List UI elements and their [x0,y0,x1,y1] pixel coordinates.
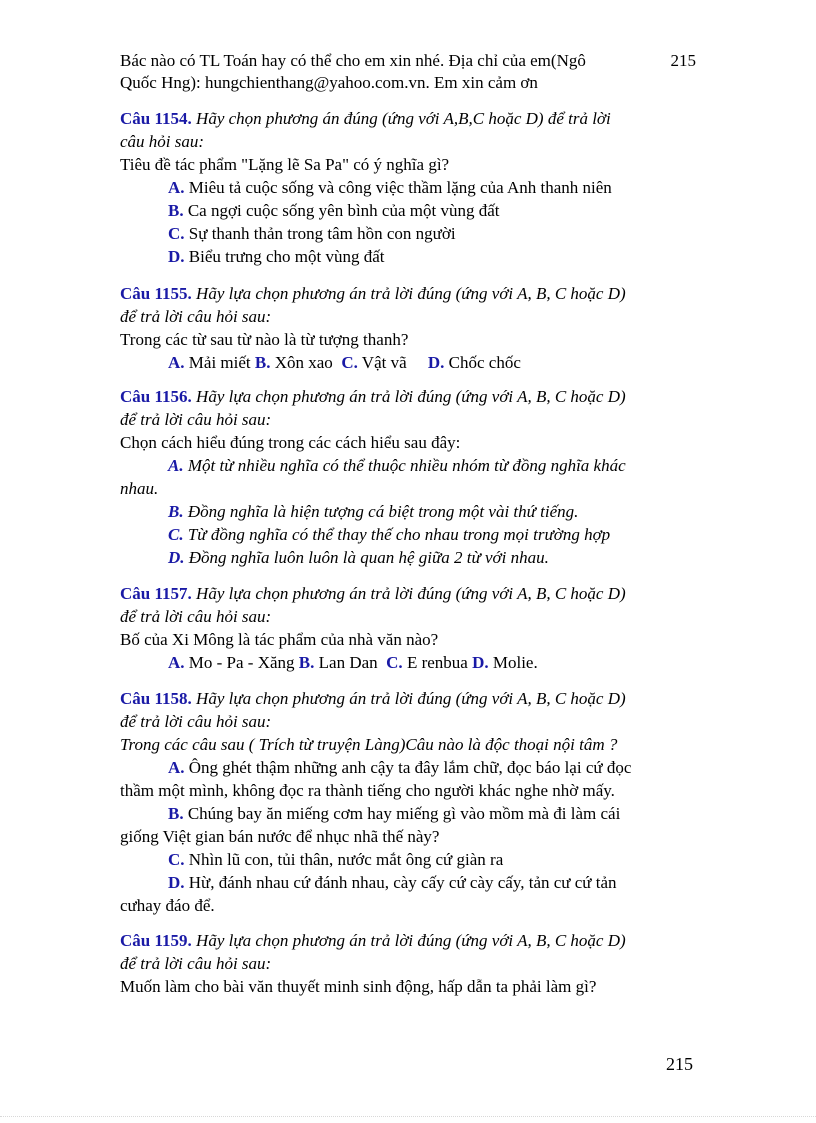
option-letter: C. [386,653,403,672]
options-inline [120,651,690,674]
page-bottom-divider [0,1116,816,1118]
option-a [120,454,690,477]
option-letter: D. [472,653,489,672]
option-text: Đồng nghĩa luôn luôn là quan hệ giữa 2 từ với nhau. [184,548,549,567]
option-text: Chúng bay ăn miếng cơm hay miếng gì vào mồm mà đi làm cái [183,804,621,823]
header-line-1: Bác nào có TL Toán hay có thể cho em xin nhé. Địa chỉ của em(Ngô [120,51,586,70]
option-letter: D. [427,353,445,372]
question-stem: Bố của Xi Mông là tác phẩm của nhà văn nào? [120,630,439,649]
page-header [120,50,700,94]
option-letter: A. [168,758,185,777]
question-instruction-cont: để trả lời câu hỏi sau: [120,607,272,626]
option-d [120,245,690,268]
option-letter: A. [168,653,185,672]
question-instruction-cont: để trả lời câu hỏi sau: [120,410,272,429]
footer-page-number: 215 [666,1054,693,1074]
option-a-cont: thầm một mình, không đọc ra thành tiếng cho người khác nghe nhờ mấy. [120,781,615,800]
option-letter: A. [168,178,185,197]
question-stem: Trong các câu sau ( Trích từ truyện Làng)Câu nào là độc thoại nội tâm ? [120,735,618,754]
question-instruction: Hãy lựa chọn phương án trả lời đúng (ứng với A, B, C hoặc D) [191,387,626,406]
option-c [120,523,690,546]
option-text: Nhìn lũ con, tủi thân, nước mắt ông cứ giàn ra [184,850,504,869]
option-b [120,199,690,222]
option-text: Sự thanh thản trong tâm hồn con người [184,224,456,243]
question-instruction: Hãy lựa chọn phương án trả lời đúng (ứng với A, B, C hoặc D) [191,931,626,950]
option-text: Molie. [488,653,538,672]
option-a-cont: nhau. [120,479,159,498]
question-instruction: Hãy lựa chọn phương án trả lời đúng (ứng với A, B, C hoặc D) [191,284,626,303]
option-text: Hừ, đánh nhau cứ đánh nhau, cày cấy cứ cày cấy, tản cư cứ tản [184,873,617,892]
option-letter: B. [254,353,271,372]
option-text: Mải miết [184,353,255,372]
question-1156 [120,385,690,569]
option-a [120,176,690,199]
question-instruction-cont: để trả lời câu hỏi sau: [120,954,272,973]
option-b [120,802,690,825]
option-text: Đồng nghĩa là hiện tượng cá biệt trong một vài thứ tiếng. [183,502,579,521]
question-instruction-cont: để trả lời câu hỏi sau: [120,712,272,731]
option-letter: C. [168,224,185,243]
question-1154 [120,107,690,268]
option-text: Ông ghét thậm những anh cậy ta đây lắm chữ, đọc báo lại cứ đọc [184,758,632,777]
option-b-cont: giống Việt gian bán nước để nhục nhã thế này? [120,827,440,846]
option-text: Miêu tả cuộc sống và công việc thầm lặng của Anh thanh niên [184,178,612,197]
question-number: Câu 1156. [120,387,192,406]
option-c [120,848,690,871]
option-text: E renbua [402,653,473,672]
question-instruction: Hãy chọn phương án đúng (ứng với A,B,C hoặc D) để trả lời [191,109,611,128]
option-letter: B. [298,653,315,672]
option-text: Xôn xao [270,353,342,372]
question-stem: Chọn cách hiểu đúng trong các cách hiểu sau đây: [120,433,461,452]
option-letter: A. [168,456,184,475]
option-text: Chốc chốc [444,353,521,372]
options-inline [120,351,690,374]
question-1157 [120,582,690,674]
option-letter: B. [168,201,184,220]
question-number: Câu 1155. [120,284,192,303]
question-stem: Tiêu đề tác phẩm "Lặng lẽ Sa Pa" có ý nghĩa gì? [120,155,450,174]
option-letter: D. [168,548,185,567]
option-d [120,546,690,569]
question-number: Câu 1159. [120,931,192,950]
question-1155 [120,282,690,374]
option-text: Vật vã [357,353,428,372]
question-1159 [120,929,690,998]
option-letter: C. [168,525,184,544]
option-d [120,871,690,894]
option-text: Một từ nhiều nghĩa có thể thuộc nhiều nhóm từ đồng nghĩa khác [183,456,626,475]
question-instruction: Hãy lựa chọn phương án trả lời đúng (ứng với A, B, C hoặc D) [191,689,626,708]
option-a [120,756,690,779]
option-d-cont: cưhay đáo để. [120,896,215,915]
option-letter: D. [168,873,185,892]
option-letter: C. [341,353,358,372]
question-number: Câu 1157. [120,584,192,603]
option-letter: C. [168,850,185,869]
option-letter: A. [168,353,185,372]
option-letter: B. [168,804,184,823]
question-stem: Muốn làm cho bài văn thuyết minh sinh động, hấp dẫn ta phải làm gì? [120,977,597,996]
option-b [120,500,690,523]
option-text: Ca ngợi cuộc sống yên bình của một vùng đất [183,201,500,220]
option-text: Lan Dan [314,653,387,672]
question-instruction-cont: câu hỏi sau: [120,132,205,151]
question-instruction: Hãy lựa chọn phương án trả lời đúng (ứng với A, B, C hoặc D) [191,584,626,603]
option-c [120,222,690,245]
question-stem: Trong các từ sau từ nào là từ tượng thanh? [120,330,409,349]
option-text: Mo - Pa - Xăng [184,653,299,672]
question-number: Câu 1158. [120,689,192,708]
option-letter: B. [168,502,184,521]
option-letter: D. [168,247,185,266]
option-text: Từ đồng nghĩa có thể thay thế cho nhau trong mọi trường hợp [183,525,611,544]
question-1158 [120,687,690,917]
header-page-number: 215 [670,51,696,70]
option-text: Biểu trưng cho một vùng đất [184,247,385,266]
question-instruction-cont: để trả lời câu hỏi sau: [120,307,272,326]
question-number: Câu 1154. [120,109,192,128]
header-line-2: Quốc Hng): hungchienthang@yahoo.com.vn. Em xin cảm ơn [120,73,538,92]
